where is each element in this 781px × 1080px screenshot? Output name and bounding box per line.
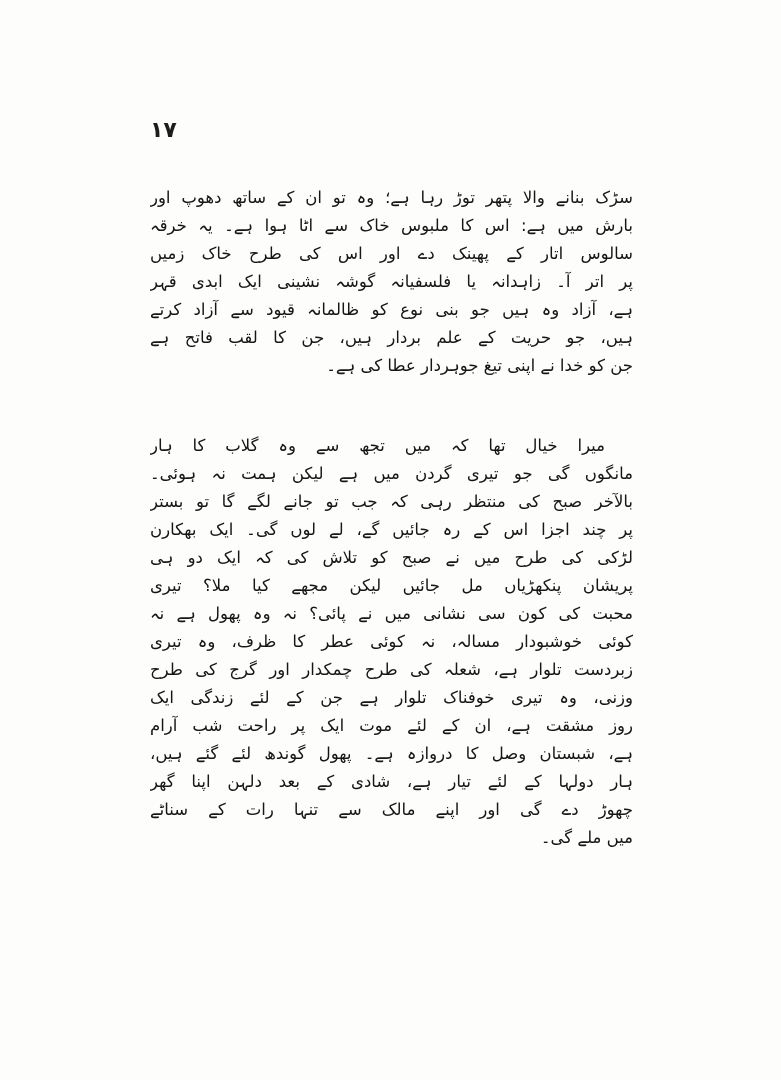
text-line: بالآخر صبح کی منتظر رہی کہ جب تو جانے لگے گا تو بستر — [150, 492, 633, 511]
text-line: چھوڑ دے گی اور اپنے مالک سے تنہا رات کے سناٹے — [150, 800, 633, 819]
text-line: بارش میں ہے: اس کا ملبوس خاک سے اٹا ہوا ہے۔ یہ خرقہ — [150, 216, 633, 235]
text-line: ہے، شبستان وصل کا دروازہ ہے۔ پھول گوندھ لئے گئے ہیں، — [150, 744, 633, 763]
text-line: زبردست تلوار ہے، شعلہ کی طرح چمکدار اور گرج کی طرح — [150, 660, 633, 679]
text-line: سڑک بنانے والا پتھر توڑ رہا ہے؛ وہ تو ان کے ساتھ دھوپ اور — [150, 188, 633, 207]
text-line: سالوس اتار کے پھینک دے اور اس کی طرح خاک زمیں — [150, 244, 633, 263]
text-line: وزنی، وہ تیری خوفناک تلوار ہے جن کے لئے زندگی ایک — [150, 688, 633, 707]
text-line: میں ملے گی۔ — [540, 828, 633, 847]
text-line: مانگوں گی جو تیری گردن میں ہے لیکن ہمت نہ ہوئی۔ — [150, 464, 633, 483]
text-line: جن کو خدا نے اپنی تیغ جوہردار عطا کی ہے۔ — [326, 356, 633, 375]
text-line: ہار دولہا کے لئے تیار ہے، شادی کے بعد دلہن اپنا گھر — [150, 772, 633, 791]
text-line: میرا خیال تھا کہ میں تجھ سے وہ گلاب کا ہار — [150, 436, 605, 455]
text-line: محبت کی کون سی نشانی میں نے پائی؟ نہ وہ پھول ہے نہ — [150, 604, 633, 623]
text-line: لڑکی کی طرح میں نے صبح کو تلاش کی کہ ایک دو ہی — [150, 548, 633, 567]
paragraph-2 — [150, 432, 633, 852]
text-line: روز مشقت ہے، ان کے لئے موت ایک پر راحت شب آرام — [150, 716, 633, 735]
paragraph-1 — [150, 184, 633, 380]
text-line: پریشان پنکھڑیاں مل جائیں لیکن مجھے کیا ملا؟ تیری — [150, 576, 633, 595]
text-line: ہے، آزاد وہ ہیں جو بنی نوع کو ظالمانہ قیود سے آزاد کرتے — [150, 300, 633, 319]
text-line: ہیں، جو حریت کے علم بردار ہیں، جن کا لقب فاتح ہے — [150, 328, 633, 347]
text-line: پر اتر آ۔ زاہدانہ یا فلسفیانہ گوشہ نشینی ایک ابدی قہر — [150, 272, 633, 291]
text-line: کوئی خوشبودار مسالہ، نہ کوئی عطر کا ظرف، وہ تیری — [150, 632, 633, 651]
text-line: پر چند اجزا اس کے رہ جائیں گے، لے لوں گی۔ ایک بھکارن — [150, 520, 633, 539]
page-number: ۱۷ — [150, 118, 177, 143]
